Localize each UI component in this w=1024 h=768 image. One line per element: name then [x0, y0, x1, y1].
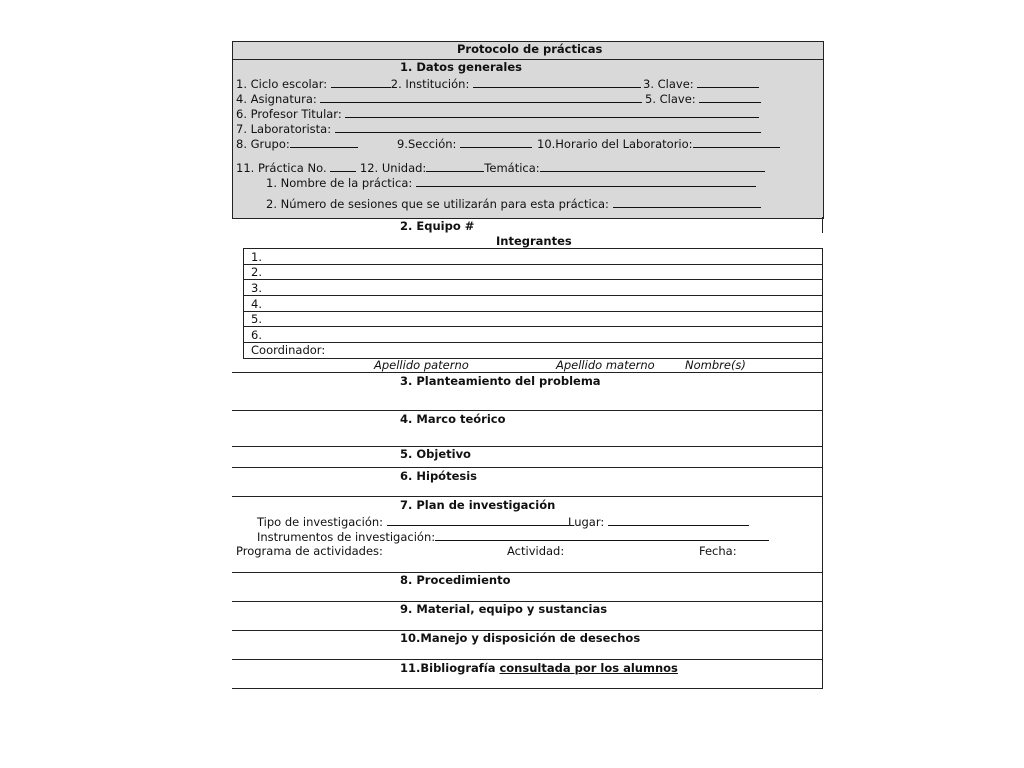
equipo-heading: 2. Equipo # — [400, 219, 475, 233]
sesiones-label: 2. Número de sesiones que se utilizarán para esta práctica: — [266, 197, 609, 211]
clave5-label: 5. Clave: — [645, 92, 696, 106]
integrantes-table — [243, 248, 823, 359]
tipo-row — [257, 514, 569, 529]
table-row[interactable] — [244, 264, 822, 280]
section-material: 9. Material, equipo y sustancias — [400, 602, 608, 616]
asignatura-label: 4. Asignatura: — [236, 92, 317, 106]
section-desechos: 10.Manejo y disposición de desechos — [400, 631, 641, 645]
tipo-label: Tipo de investigación: — [257, 515, 384, 529]
tematica-field[interactable] — [540, 160, 765, 172]
instrumentos-field[interactable] — [435, 529, 769, 541]
integrantes-heading: Integrantes — [496, 234, 572, 248]
seccion-field[interactable] — [460, 136, 532, 148]
row-number: 6. — [251, 328, 262, 342]
seccion-label: 9.Sección: — [397, 137, 457, 151]
actividad-label: Actividad: — [507, 544, 565, 558]
horario-field[interactable] — [693, 136, 780, 148]
sesiones-field[interactable] — [613, 196, 761, 208]
horario-label: 10.Horario del Laboratorio: — [537, 137, 693, 151]
fecha-label: Fecha: — [699, 544, 737, 558]
form-title: Protocolo de prácticas — [457, 42, 603, 56]
ciclo-field[interactable] — [331, 76, 391, 88]
row-number: 1. — [251, 250, 262, 264]
divider — [232, 410, 823, 411]
lugar-label: Lugar: — [568, 515, 605, 529]
tipo-field[interactable] — [387, 514, 569, 526]
right-border — [822, 357, 823, 688]
clave5-field[interactable] — [699, 91, 761, 103]
row-number: 2. — [251, 265, 262, 279]
row-number: 4. — [251, 297, 262, 311]
title-divider — [232, 59, 823, 60]
nombre-practica-label: 1. Nombre de la práctica: — [266, 176, 413, 190]
divider — [232, 467, 823, 468]
lugar-field[interactable] — [608, 514, 749, 526]
seccion-row — [397, 136, 532, 151]
divider — [232, 688, 823, 689]
divider — [232, 496, 823, 497]
bibliografia-label: 11.Bibliografía — [400, 661, 500, 675]
datos-generales-heading: 1. Datos generales — [400, 60, 522, 74]
practica-row — [236, 160, 765, 175]
grupo-row — [236, 136, 358, 151]
asignatura-row — [236, 91, 642, 106]
row-number: 5. — [251, 312, 262, 326]
divider — [232, 572, 823, 573]
horario-row — [537, 136, 780, 151]
laboratorista-field[interactable] — [335, 121, 761, 133]
grupo-field[interactable] — [290, 136, 358, 148]
ciclo-row — [236, 76, 641, 91]
section-marco-teorico: 4. Marco teórico — [400, 412, 506, 426]
clave3-label: 3. Clave: — [643, 77, 694, 91]
coordinador-row[interactable] — [244, 342, 822, 357]
col-apellido-paterno: Apellido paterno — [374, 358, 469, 372]
divider — [232, 659, 823, 660]
instrumentos-label: Instrumentos de investigación: — [257, 530, 436, 544]
institucion-field[interactable] — [473, 76, 641, 88]
col-nombre: Nombre(s) — [685, 358, 746, 372]
profesor-row — [236, 106, 759, 121]
programa-label: Programa de actividades: — [236, 544, 383, 558]
row-number: 3. — [251, 281, 262, 295]
section-procedimiento: 8. Procedimiento — [400, 573, 511, 587]
laboratorista-label: 7. Laboratorista: — [236, 122, 332, 136]
col-apellido-materno: Apellido materno — [556, 358, 655, 372]
institucion-label: 2. Institución: — [390, 77, 470, 91]
table-row[interactable] — [244, 327, 822, 343]
tematica-label: Temática: — [484, 161, 540, 175]
unidad-label: 12. Unidad: — [359, 161, 427, 175]
table-row[interactable] — [244, 296, 822, 312]
clave3-row — [643, 76, 759, 91]
unidad-field[interactable] — [426, 160, 484, 172]
section-plan-investigacion: 7. Plan de investigación — [400, 498, 556, 512]
table-row[interactable] — [244, 280, 822, 296]
profesor-field[interactable] — [345, 106, 759, 118]
coordinador-label: Coordinador: — [251, 343, 326, 357]
section-hipotesis: 6. Hipótesis — [400, 469, 478, 483]
table-row[interactable] — [244, 311, 822, 327]
ciclo-label: 1. Ciclo escolar: — [236, 77, 328, 91]
nombre-practica-field[interactable] — [416, 175, 756, 187]
profesor-label: 6. Profesor Titular: — [236, 107, 342, 121]
divider — [232, 446, 823, 447]
clave5-row — [645, 91, 761, 106]
clave3-field[interactable] — [697, 76, 759, 88]
table-row[interactable] — [244, 249, 822, 265]
instrumentos-row — [257, 529, 769, 544]
practica-no-label: 11. Práctica No. — [236, 161, 327, 175]
section-objetivo: 5. Objetivo — [400, 447, 471, 461]
equipo-edge — [822, 217, 823, 233]
lugar-row — [568, 514, 749, 529]
asignatura-field[interactable] — [320, 91, 642, 103]
laboratorista-row — [236, 121, 761, 136]
practica-no-field[interactable] — [330, 160, 356, 172]
sesiones-row — [266, 196, 761, 211]
bibliografia-underlined: consultada por los alumnos — [499, 661, 678, 675]
grupo-label: 8. Grupo: — [236, 137, 290, 151]
section-bibliografia — [400, 661, 678, 675]
nombre-practica-row — [266, 175, 756, 190]
section-planteamiento: 3. Planteamiento del problema — [400, 374, 601, 388]
divider — [232, 372, 823, 373]
